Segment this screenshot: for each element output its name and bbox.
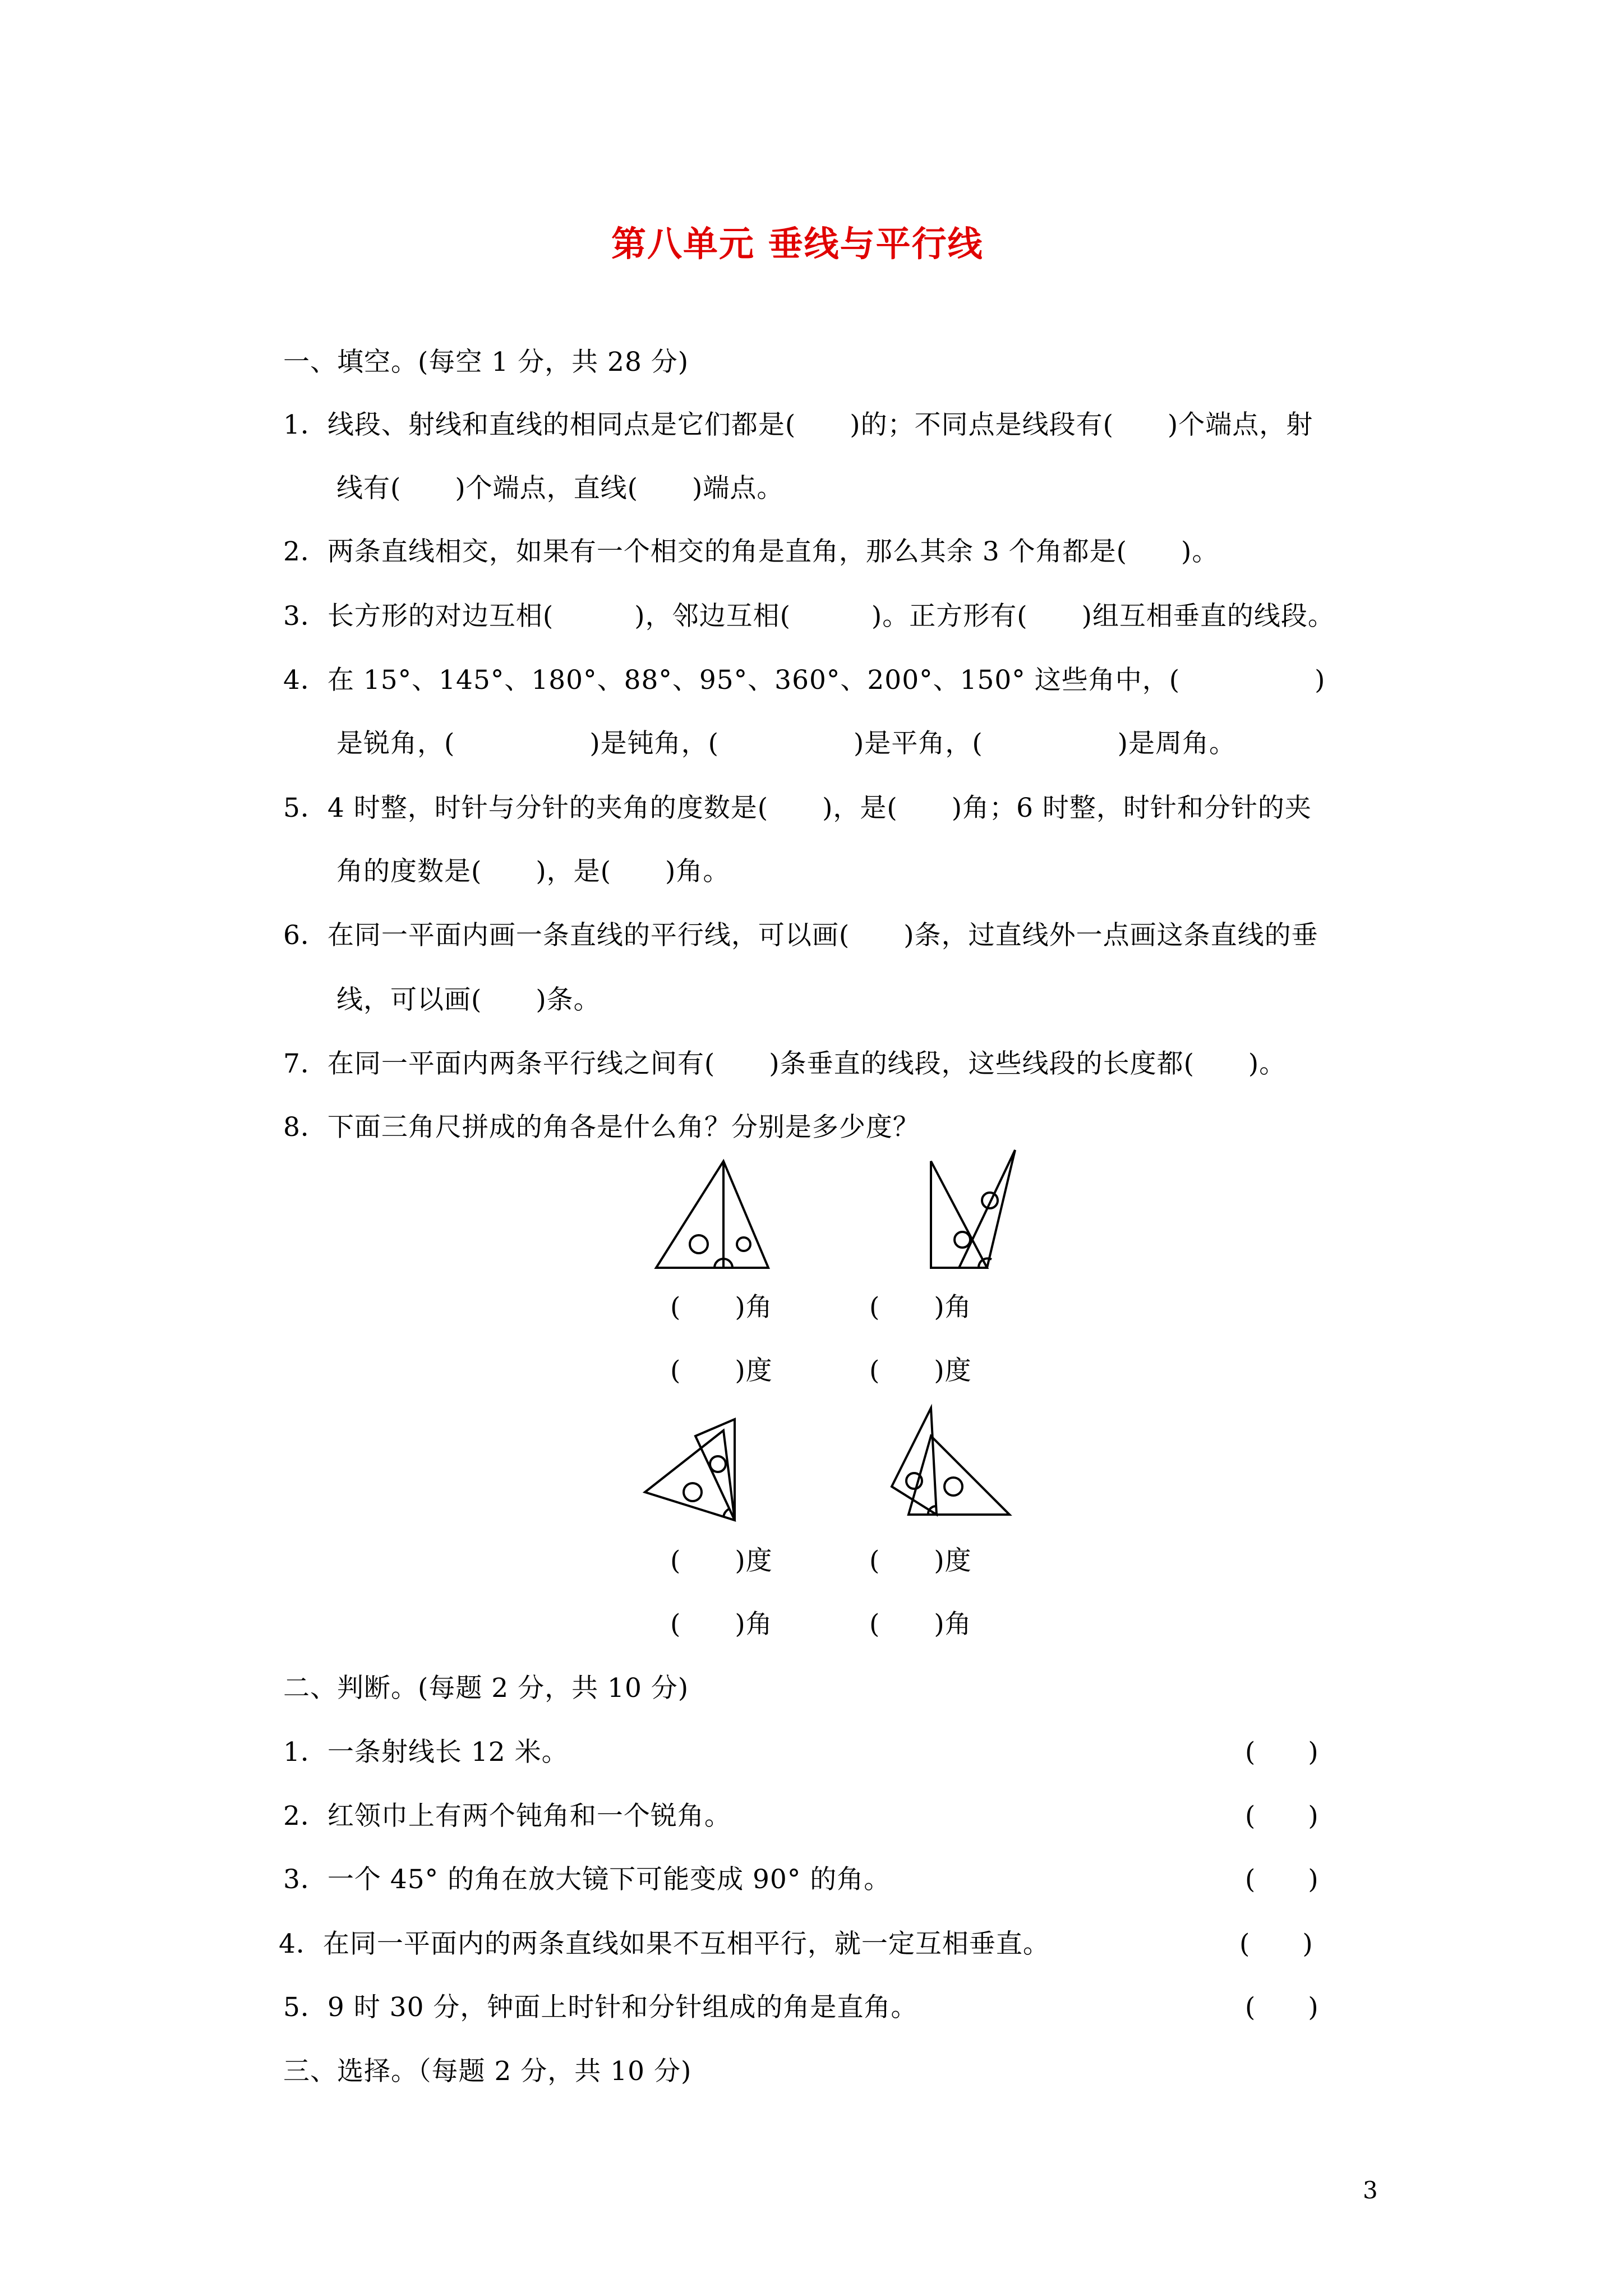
figure-row2-label-b1: ( )角	[670, 1609, 773, 1640]
page-number: 3	[1363, 2177, 1378, 2204]
judge-item-2: 2．红领巾上有两个钝角和一个锐角。	[283, 1801, 731, 1832]
judge-item-3: 3．一个 45° 的角在放大镜下可能变成 90° 的角。	[283, 1864, 891, 1895]
figure-row1-label-a1: ( )角	[670, 1292, 773, 1323]
question-1-line-2: 线有( )个端点，直线( )端点。	[336, 473, 784, 504]
question-6-line-1: 6．在同一平面内画一条直线的平行线，可以画( )条，过直线外一点画这条直线的垂	[283, 920, 1318, 951]
figure-row2-label-a2: ( )度	[869, 1545, 972, 1576]
figure-row1-label-a2: ( )角	[869, 1292, 972, 1323]
question-2: 2．两条直线相交，如果有一个相交的角是直角，那么其余 3 个角都是( )。	[283, 536, 1219, 567]
triangle-figure-2	[925, 1144, 1021, 1273]
figure-row1-label-b2: ( )度	[869, 1355, 972, 1386]
figure-row2-label-b2: ( )角	[869, 1609, 972, 1640]
judge-item-1: 1．一条射线长 12 米。	[283, 1737, 569, 1768]
question-1-line-1: 1．线段、射线和直线的相同点是它们都是( )的；不同点是线段有( )个端点，射	[283, 409, 1313, 440]
judge-answer-paren-5[interactable]: ( )	[1245, 1992, 1318, 2023]
triangle-figure-4	[886, 1402, 1015, 1520]
judge-item-5: 5．9 时 30 分，钟面上时针和分针组成的角是直角。	[283, 1992, 918, 2023]
question-6-line-2: 线，可以画( )条。	[336, 984, 601, 1015]
question-7: 7．在同一平面内两条平行线之间有( )条垂直的线段，这些线段的长度都( )。	[283, 1048, 1287, 1079]
section2-heading: 二、判断。(每题 2 分，共 10 分)	[283, 1673, 689, 1704]
question-3: 3．长方形的对边互相( )，邻边互相( )。正方形有( )组互相垂直的线段。	[283, 601, 1335, 632]
question-5-line-1: 5．4 时整，时针与分针的夹角的度数是( )，是( )角；6 时整，时针和分针的夹	[283, 793, 1312, 823]
triangle-figure-3	[639, 1414, 768, 1526]
judge-answer-paren-4[interactable]: ( )	[1239, 1929, 1313, 1959]
judge-answer-paren-3[interactable]: ( )	[1245, 1864, 1318, 1895]
page-title: 第八单元 垂线与平行线	[611, 223, 984, 264]
question-8: 8．下面三角尺拼成的角各是什么角？分别是多少度？	[283, 1112, 920, 1143]
section3-heading: 三、选择。（每题 2 分，共 10 分)	[283, 2056, 692, 2087]
question-4-line-1: 4．在 15°、145°、180°、88°、95°、360°、200°、150° 这些角中，( )	[283, 665, 1326, 696]
section1-heading: 一、填空。(每空 1 分，共 28 分)	[283, 347, 689, 378]
figure-row1-label-b1: ( )度	[670, 1355, 773, 1386]
judge-item-4: 4．在同一平面内的两条直线如果不互相平行，就一定互相垂直。	[279, 1929, 1050, 1959]
figure-row2-label-a1: ( )度	[670, 1545, 773, 1576]
judge-answer-paren-2[interactable]: ( )	[1245, 1801, 1318, 1832]
judge-answer-paren-1[interactable]: ( )	[1245, 1737, 1318, 1768]
question-5-line-2: 角的度数是( )，是( )角。	[336, 856, 730, 887]
question-4-line-2: 是锐角，( )是钝角，( )是平角，( )是周角。	[336, 728, 1237, 759]
triangle-figure-1	[645, 1156, 780, 1273]
